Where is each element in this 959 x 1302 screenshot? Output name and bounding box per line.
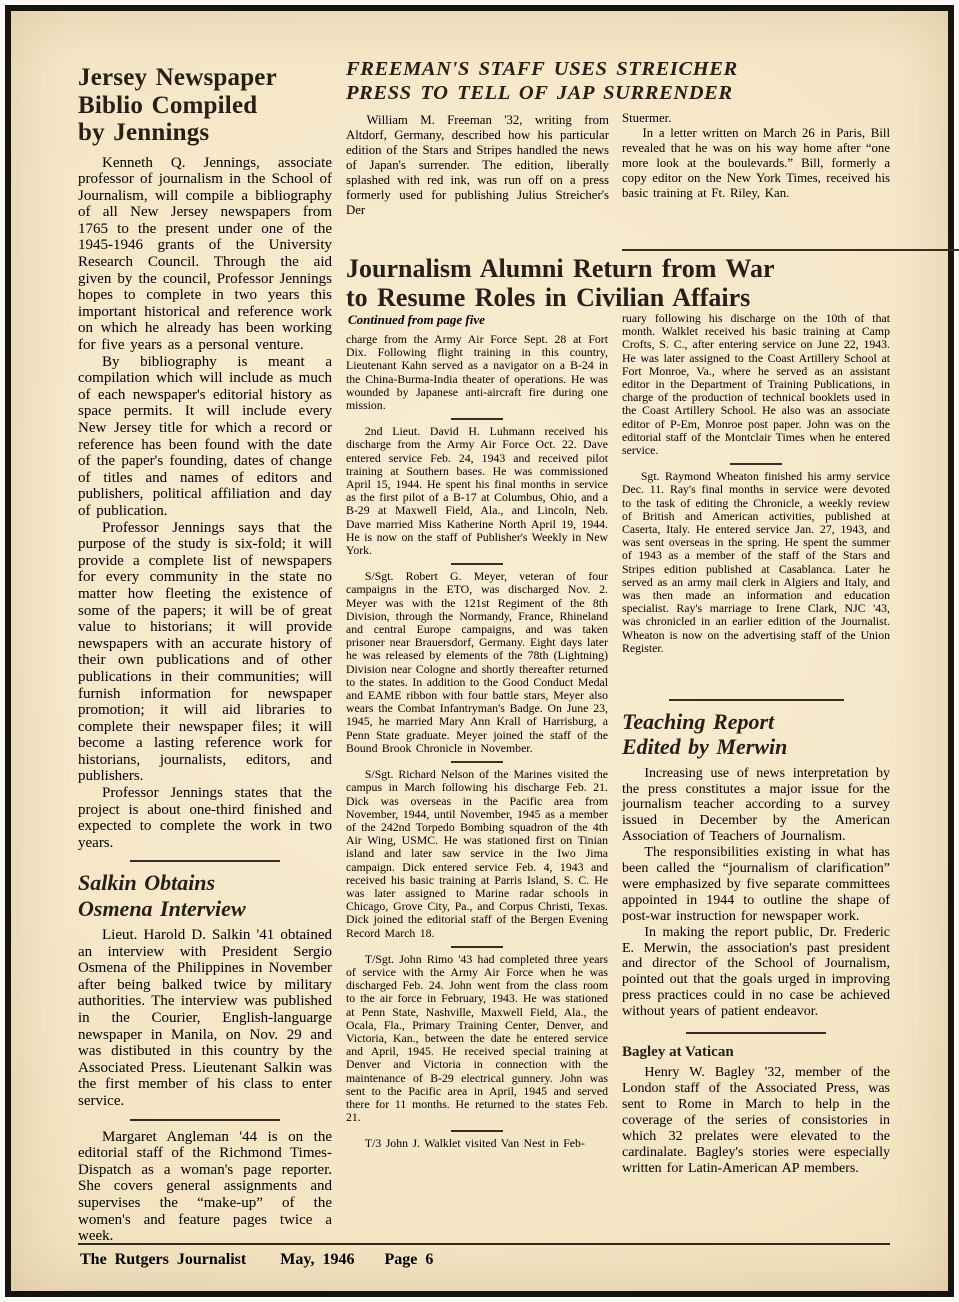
jersey-paragraph-4: Professor Jennings states that the project is about one-third finished and expected to complete the work in two years. <box>78 785 332 851</box>
alumni-item-luhmann: 2nd Lieut. David H. Luhmann received his discharge from the Army Air Force Oct. 22. Dave entered service Feb. 24, 1943 and received pilot training at Southern bases. He was commissioned April 15, 1944. He spent his final months in service as the first pilot of a B-17 at Columbus, Ohio, and a B-29 at Maxwell Field, Ala., and Lincoln, Neb. Dave married Miss Katherine North April 19, 1944. He is now on the staff of Publisher's Weekly in New York. <box>346 424 608 558</box>
footer-date: May, 1946 <box>280 1251 355 1268</box>
freeman-paragraph-2: In a letter written on March 26 in Paris, Bill revealed that he was on his way home after “one more look at the boulevards.” Bill, formerly a copy editor on the New York Times, received his basic training at Ft. Riley, Kan. <box>622 126 890 200</box>
freeman-headline-line-2: PRESS TO TELL OF JAP SURRENDER <box>346 81 733 104</box>
angleman-paragraph: Margaret Angleman '44 is on the editorial staff of the Richmond Times-Dispatch as a woman's page reporter. She covers general assignments and supervises the “make-up” of the women's and feature pages twice a week. <box>78 1128 332 1245</box>
bagley-subhead: Bagley at Vatican <box>622 1044 734 1061</box>
teaching-headline <box>622 709 890 760</box>
teaching-headline-line-2: Edited by Merwin <box>622 734 788 760</box>
salkin-headline-line-1: Salkin Obtains <box>78 870 216 896</box>
note-bagley <box>622 1044 890 1176</box>
section-divider <box>686 1032 826 1034</box>
left-column <box>78 64 332 1245</box>
alumni-item-kahn: charge from the Army Air Force Sept. 28 at Fort Dix. Following flight training in this country, Lieutenant Kahn served as a navigator on a B-24 in the China-Burma-India theater of operations. He was wounded by Japanese anti-aircraft fire during one mission. <box>346 332 608 413</box>
teaching-headline-line-1: Teaching Report <box>622 709 775 734</box>
note-angleman <box>78 1129 332 1245</box>
footer-rule <box>78 1243 890 1245</box>
item-divider <box>451 418 503 420</box>
freeman-column-2 <box>622 111 890 201</box>
jersey-paragraph-3: Professor Jennings says that the purpose of the study is six-fold; it will provide a complete list of newspapers for every community in the state no matter how fleeting the existence of some of the papers; it will be of great value to historians; it will provide newspapers with an accurate history of their own publications and of other publications in their communities; will furnish information for newspaper promotion; it will aid libraries to complete their newspaper files; it will become a lasting reference work for historians, journalists, editors, and publishers. <box>78 519 332 785</box>
section-divider <box>130 860 280 862</box>
alumni-headline-line-2: to Resume Roles in Civilian Affairs <box>346 283 751 313</box>
salkin-headline-line-2: Osmena Interview <box>78 895 246 921</box>
alumni-item-meyer: S/Sgt. Robert G. Meyer, veteran of four campaigns in the ETO, was discharged Nov. 2. Meyer was with the 121st Regiment of the 8th Division, through the Normandy, France, Rhineland and central Europe campaigns, and was taken prisoner near Brauersdorf, Germany. Eight days later he was released by elements of the 78th (Lightning) Division near Cologne and shortly thereafter returned to the states. In addition to the Good Conduct Medal and EAME ribbon with four battle stars, Meyer also wears the Combat Infantryman's Badge. On June 23, 1945, he married Mary Ann Krall of Harrisburg, a Penn State graduate. Meyer joined the staff of the Bound Brook Chronicle in November. <box>346 569 608 755</box>
section-divider <box>130 1119 280 1121</box>
freeman-headline-line-1: FREEMAN'S STAFF USES STREICHER <box>346 58 738 80</box>
item-divider <box>451 761 503 763</box>
freeman-paragraph-1: William M. Freeman '32, writing from Altdorf, Germany, described how his particular edition of the Stars and Stripes handled the news of Japan's surrender. The edition, liberally splashed with red ink, was run off on a press formerly used for publishing Julius Streicher's Der <box>346 113 609 217</box>
article-jersey-biblio <box>78 64 332 851</box>
salkin-paragraph: Lieut. Harold D. Salkin '41 obtained an interview with President Sergio Osmena of the Philippines in November after being balked twice by military authorities. The interview was published in the Courier, English-languarge newspaper in Manila, on Nov. 29 and was distibuted in this country by the Associated Press. Lieutenant Salkin was the first member of his class to enter service. <box>78 927 332 1109</box>
jersey-paragraph-1: Kenneth Q. Jennings, associate professor of journalism in the School of Journalism, will compile a bibliography of all New Jersey newspapers from 1765 to the present under one of the 1945-1946 grants of the University Research Council. Through the aid given by the council, Professor Jennings hopes to complete in two years this important historical and reference work on which he already has been working for five years as a personal venture. <box>78 154 332 354</box>
article-divider <box>622 249 959 251</box>
bagley-paragraph: Henry W. Bagley '32, member of the London staff of the Associated Press, was sent to Rome in March to help in the coverage of the series of consistories in which 32 prelates were elevated to the cardinalate. Bagley's stories were especially written for Latin-American AP members. <box>622 1065 890 1176</box>
item-divider <box>730 463 782 465</box>
alumni-item-nelson: S/Sgt. Richard Nelson of the Marines visited the campus in March following his discharge Feb. 21. Dick was overseas in the Pacific area from November, 1944, until November, 1945 as a member of the 242nd Torpedo Bombing squadron of the 4th Air Wing, USMC. He was stationed first on Tinian island and later saw service in the Iwo Jima campaign. Dick entered service Feb. 4, 1943 and received his basic training at Parris Island, S. C. He was later assigned to Marine radar schools in Chicago, Grove City, Pa., and Corpus Christi, Texas. Dick joined the editorial staff of the Bergen Evening Record March 18. <box>346 767 608 940</box>
footer-page-number: Page 6 <box>384 1251 434 1268</box>
alumni-headline-line-1: Journalism Alumni Return from War <box>346 254 775 283</box>
teaching-paragraph-1: Increasing use of news interpretation by the press constitutes a major issue for the journalism teacher according to a survey issued in December by the American Association of Teachers of Journalism. <box>622 765 890 845</box>
teaching-paragraph-3: In making the report public, Dr. Frederic E. Merwin, the association's past president and director of the School of Journalism, pointed out that the goals urged in improving press practices could in no case be achieved without years of patient endeavor. <box>622 924 890 1020</box>
alumni-item-rimo: T/Sgt. John Rimo '43 had completed three years of service with the Army Air Force when he was discharged Feb. 24. John went from the class room to the air force in February, 1943. He was stationed at Penn State, Nashville, Maxwell Field, Ala., the Ocala, Fla., Primary Training Center, Denver, and Victoria, Kan., between the date he entered service and April, 1945. He received special training at Denver and Victoria in connection with the maintenance of B-29 electrical gunnery. John was sent to the Pacific area in April, 1945 and served there for 11 months. He returned to the states Feb. 21. <box>346 951 608 1125</box>
article-salkin <box>78 870 332 1109</box>
teaching-paragraph-2: The responsibilities existing in what has been called the “journalism of clarification” were emphasized by five separate committees appointed in 1944 to outline the shape of post-war instruction for newspaper work. <box>622 845 890 924</box>
teaching-report-section <box>622 699 890 1176</box>
footer-paper-name: The Rutgers Journalist <box>80 1251 247 1268</box>
item-divider <box>451 1130 503 1132</box>
jersey-paragraph-2: By bibliography is meant a compilation which will include as much of each newspaper's editorial history as space permits. It will include every New Jersey title for which a record or reference has been found with the date of the paper's founding, dates of change of titles and names of editors and publishers, political affiliation and day of publication. <box>78 353 332 519</box>
alumni-right-column <box>622 312 890 655</box>
freeman-column-1 <box>346 113 609 218</box>
freeman-continuation-line: Stuermer. <box>622 111 672 125</box>
jersey-headline-line-3: by Jennings <box>78 119 210 146</box>
freeman-headline <box>346 58 898 105</box>
item-divider <box>451 563 503 565</box>
jersey-headline-line-1: Jersey Newspaper <box>78 64 277 91</box>
salkin-headline <box>78 870 332 921</box>
page-footer <box>80 1251 680 1269</box>
alumni-item-walklet-continued: ruary following his discharge on the 10th of that month. Walklet received his basic training at Camp Crofts, S. C., after entering service on June 22, 1943. He was later assigned to the Coast Artillery School at Fort Monroe, Va., where he served as an assistant editor in the Department of Training Publications, in charge of the production of technical booklets used in the Coast Artillery School. He also was an associate editor of P-Em, Monroe post paper. John was on the editorial staff of the Montclair Times when he entered service. <box>622 311 890 458</box>
continued-from-note: Continued from page five <box>348 312 485 327</box>
article-divider <box>669 699 844 701</box>
alumni-item-walklet-start: T/3 John J. Walklet visited Van Nest in Feb- <box>364 1136 585 1151</box>
alumni-item-wheaton: Sgt. Raymond Wheaton finished his army service Dec. 11. Ray's final months in service were devoted to the task of editing the Chronicle, a weekly review of British and American activities, published at Caserta, Italy. He entered service Jan. 27, 1943, and was sent overseas in the spring. He spent the summer of 1943 as a member of the staff of the Stars and Stripes edition published at Casablanca. Later he served as an army mail clerk in Algiers and Italy, and was then made an information and education specialist. Ray's marriage to Irene Clark, NJC '43, was chronicled in an earlier edition of the Journalist. Wheaton is now on the advertising staff of the Union Register. <box>622 469 890 655</box>
alumni-headline <box>346 254 898 312</box>
jersey-headline <box>78 64 332 147</box>
jersey-headline-line-2: Biblio Compiled <box>78 91 258 119</box>
alumni-middle-column <box>346 312 608 1151</box>
item-divider <box>451 946 503 948</box>
